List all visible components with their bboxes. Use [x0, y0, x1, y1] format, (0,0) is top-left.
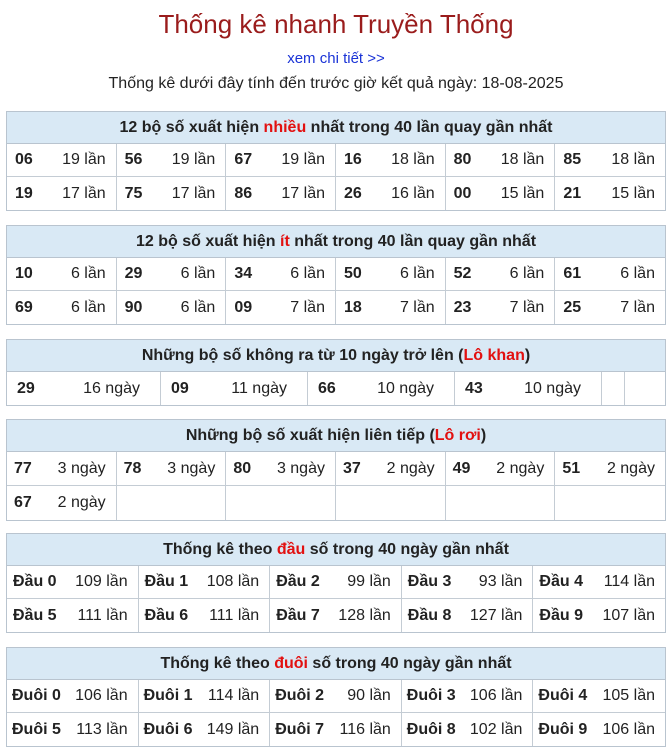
- number-cell-value: 17 lần: [62, 184, 106, 202]
- dau-cell-key: Đầu 5: [13, 606, 57, 624]
- lo-khan-cell-key: 09: [171, 379, 189, 397]
- lo-roi-cell: [7, 452, 117, 486]
- number-cell: [555, 258, 665, 291]
- number-cell: [226, 177, 336, 210]
- dau-cell-key: Đầu 7: [276, 606, 320, 624]
- number-cell: [446, 177, 556, 210]
- number-cell: [7, 291, 117, 324]
- least-frequent-grid: [7, 258, 665, 324]
- duoi-cell: [139, 713, 271, 746]
- number-cell: [336, 258, 446, 291]
- dau-cell-key: Đầu 3: [407, 573, 452, 590]
- number-cell-key: 18: [343, 298, 362, 316]
- number-cell-key: 16: [343, 151, 362, 168]
- lo-khan-cell-key: 43: [465, 379, 483, 397]
- number-cell-value: 19 lần: [62, 151, 106, 168]
- duoi-cell-value: 90 lần: [347, 687, 391, 704]
- dau-cell-key: Đầu 2: [276, 573, 320, 590]
- number-cell-value: 16 lần: [391, 184, 435, 202]
- number-cell-value: 6 lần: [70, 298, 106, 316]
- lo-roi-grid: [7, 452, 665, 520]
- empty-cell: [555, 486, 665, 520]
- dau-cell-value: 114 lần: [603, 573, 655, 590]
- dau-cell: [270, 599, 402, 632]
- number-cell-key: 90: [124, 298, 143, 316]
- lo-roi-cell-value: 2 ngày: [386, 459, 435, 477]
- number-cell: [555, 144, 665, 177]
- dau-cell-value: 127 lần: [469, 606, 523, 624]
- lo-roi-cell-key: 51: [562, 459, 581, 477]
- dau-cell-value: 111 lần: [209, 606, 260, 624]
- number-cell-key: 26: [343, 184, 362, 202]
- duoi-cell-key: Đuôi 3: [406, 687, 456, 704]
- duoi-cell-key: Đuôi 4: [538, 687, 588, 704]
- lo-roi-cell-value: 2 ngày: [606, 459, 655, 477]
- number-cell: [226, 258, 336, 291]
- number-cell: [117, 144, 227, 177]
- number-cell-value: 7 lần: [290, 298, 325, 316]
- duoi-cell-value: 149 lần: [206, 720, 260, 738]
- number-cell: [226, 144, 336, 177]
- duoi-cell-value: 106 lần: [602, 720, 655, 738]
- duoi-cell-value: 114 lần: [207, 687, 260, 704]
- number-cell-value: 6 lần: [509, 265, 545, 282]
- most-frequent-card: [6, 111, 666, 211]
- lo-roi-cell-key: 80: [233, 459, 252, 477]
- empty-cell: [446, 486, 556, 520]
- duoi-cell: [270, 680, 402, 713]
- duoi-grid: [7, 680, 665, 746]
- dau-cell-key: Đầu 1: [144, 573, 189, 590]
- number-cell-key: 69: [15, 298, 33, 316]
- lo-khan-cell: [455, 372, 602, 405]
- number-cell-key: 34: [234, 265, 253, 282]
- lo-roi-cell-value: 2 ngày: [496, 459, 545, 477]
- number-cell: [226, 291, 336, 324]
- number-cell-key: 75: [124, 184, 143, 202]
- number-cell-value: 19 lần: [171, 151, 216, 168]
- lo-roi-cell-key: 49: [452, 459, 471, 477]
- number-cell: [117, 258, 227, 291]
- number-cell-key: 86: [234, 184, 253, 202]
- dau-cell: [270, 566, 402, 599]
- duoi-cell-value: 106 lần: [469, 687, 523, 704]
- duoi-cell-value: 116 lần: [339, 720, 391, 738]
- lo-roi-cell-value: 3 ngày: [57, 459, 106, 477]
- duoi-title: Thống kê theo đuôi số trong 40 ngày gần nhất: [7, 648, 665, 680]
- number-cell-value: 18 lần: [500, 151, 545, 168]
- page-title: Thống kê nhanh Truyền Thống: [158, 9, 514, 39]
- lo-roi-cell-value: 3 ngày: [276, 459, 325, 477]
- duoi-cell-key: Đuôi 2: [275, 687, 325, 704]
- number-cell-value: 6 lần: [399, 265, 435, 282]
- dau-cell-value: 99 lần: [347, 573, 391, 590]
- lo-roi-cell: [555, 452, 665, 486]
- duoi-cell-key: Đuôi 9: [538, 720, 588, 738]
- least-frequent-title: 12 bộ số xuất hiện ít nhất trong 40 lần quay gần nhất: [7, 226, 665, 258]
- number-cell: [117, 177, 227, 210]
- dau-cell-key: Đầu 9: [539, 606, 583, 624]
- number-cell-key: 85: [563, 151, 582, 168]
- lo-khan-card: [6, 339, 666, 406]
- page-subtitle: Thống kê dưới đây tính đến trước giờ kết quả ngày: 18-08-2025: [108, 75, 564, 92]
- number-cell-value: 7 lần: [509, 298, 545, 316]
- number-cell-key: 00: [453, 184, 472, 202]
- number-cell-value: 6 lần: [620, 265, 655, 282]
- number-cell: [555, 177, 665, 210]
- duoi-cell-key: Đuôi 1: [143, 687, 193, 704]
- dau-cell: [533, 566, 665, 599]
- empty-cell: [625, 372, 665, 405]
- lo-khan-cell: [161, 372, 308, 405]
- dau-cell: [533, 599, 665, 632]
- number-cell-value: 18 lần: [611, 151, 655, 168]
- dau-cell-key: Đầu 4: [539, 573, 583, 590]
- number-cell: [7, 144, 117, 177]
- number-cell-value: 7 lần: [620, 298, 655, 316]
- number-cell-key: 06: [15, 151, 33, 168]
- lo-khan-grid: [7, 372, 665, 405]
- empty-cell: [602, 372, 625, 405]
- number-cell-key: 09: [234, 298, 253, 316]
- lo-roi-cell: [117, 452, 227, 486]
- most-frequent-title: 12 bộ số xuất hiện nhiều nhất trong 40 lần quay gần nhất: [7, 112, 665, 144]
- number-cell: [446, 258, 556, 291]
- duoi-cell-value: 102 lần: [469, 720, 523, 738]
- lo-khan-cell-value: 11 ngày: [231, 379, 287, 397]
- lo-roi-title: Những bộ số xuất hiện liên tiếp (Lô rơi): [7, 420, 665, 452]
- number-cell: [336, 291, 446, 324]
- number-cell-value: 15 lần: [611, 184, 655, 202]
- number-cell-value: 18 lần: [391, 151, 435, 168]
- duoi-cell-key: Đuôi 5: [12, 720, 61, 738]
- dau-card: [6, 533, 666, 633]
- lo-khan-cell-value: 10 ngày: [524, 379, 581, 397]
- dau-cell: [139, 599, 271, 632]
- number-cell: [446, 291, 556, 324]
- detail-link[interactable]: xem chi tiết >>: [287, 50, 385, 67]
- lo-khan-cell: [7, 372, 161, 405]
- number-cell-value: 6 lần: [180, 298, 216, 316]
- duoi-cell-key: Đuôi 0: [12, 687, 61, 704]
- lo-roi-cell-value: 2 ngày: [57, 494, 106, 511]
- number-cell-key: 19: [15, 184, 33, 202]
- number-cell-key: 50: [343, 265, 362, 282]
- number-cell: [7, 177, 117, 210]
- lo-khan-title: Những bộ số không ra từ 10 ngày trở lên (Lô khan): [7, 340, 665, 372]
- lo-khan-cell-key: 66: [318, 379, 336, 397]
- dau-cell-key: Đầu 8: [407, 606, 452, 624]
- number-cell: [336, 177, 446, 210]
- number-cell-key: 52: [453, 265, 472, 282]
- dau-cell-value: 109 lần: [75, 573, 128, 590]
- duoi-cell-value: 113 lần: [76, 720, 128, 738]
- dau-title: Thống kê theo đầu số trong 40 ngày gần nhất: [7, 534, 665, 566]
- empty-cell: [117, 486, 227, 520]
- dau-cell: [402, 566, 534, 599]
- duoi-card: [6, 647, 666, 747]
- duoi-cell-key: Đuôi 8: [406, 720, 456, 738]
- number-cell-key: 25: [563, 298, 582, 316]
- lo-roi-cell: [446, 452, 556, 486]
- lo-khan-cell-value: 16 ngày: [83, 379, 140, 397]
- dau-cell: [402, 599, 534, 632]
- number-cell-key: 56: [124, 151, 143, 168]
- number-cell: [336, 144, 446, 177]
- lo-khan-cell: [308, 372, 455, 405]
- dau-cell-key: Đầu 6: [144, 606, 189, 624]
- duoi-cell: [533, 713, 665, 746]
- number-cell: [117, 291, 227, 324]
- number-cell-value: 7 lần: [399, 298, 435, 316]
- duoi-cell-key: Đuôi 6: [143, 720, 193, 738]
- empty-cell: [336, 486, 446, 520]
- duoi-cell: [7, 680, 139, 713]
- lo-roi-cell-value: 3 ngày: [167, 459, 216, 477]
- number-cell-value: 6 lần: [70, 265, 106, 282]
- dau-cell: [139, 566, 271, 599]
- duoi-cell-key: Đuôi 7: [275, 720, 325, 738]
- duoi-cell: [270, 713, 402, 746]
- dau-cell: [7, 599, 139, 632]
- number-cell-key: 67: [234, 151, 253, 168]
- lo-khan-cell-key: 29: [17, 379, 35, 397]
- duoi-cell-value: 105 lần: [602, 687, 655, 704]
- lo-roi-cell-key: 67: [14, 494, 32, 511]
- empty-cell: [226, 486, 336, 520]
- duoi-cell-value: 106 lần: [75, 687, 128, 704]
- duoi-cell: [402, 713, 534, 746]
- lo-roi-cell-key: 37: [342, 459, 361, 477]
- number-cell-key: 29: [124, 265, 143, 282]
- dau-cell-value: 93 lần: [478, 573, 523, 590]
- lo-roi-cell-key: 77: [14, 459, 32, 477]
- duoi-cell: [402, 680, 534, 713]
- number-cell: [555, 291, 665, 324]
- number-cell-value: 6 lần: [180, 265, 216, 282]
- most-frequent-grid: [7, 144, 665, 210]
- lo-roi-cell: [336, 452, 446, 486]
- lo-roi-cell: [7, 486, 117, 520]
- lo-roi-cell: [226, 452, 336, 486]
- number-cell-key: 80: [453, 151, 472, 168]
- dau-cell-value: 128 lần: [338, 606, 391, 624]
- lo-khan-cell-value: 10 ngày: [377, 379, 434, 397]
- number-cell-value: 15 lần: [500, 184, 545, 202]
- duoi-cell: [139, 680, 271, 713]
- dau-cell-value: 107 lần: [602, 606, 655, 624]
- lo-roi-cell-key: 78: [123, 459, 142, 477]
- dau-cell-value: 108 lần: [206, 573, 260, 590]
- number-cell-value: 6 lần: [290, 265, 325, 282]
- duoi-cell: [533, 680, 665, 713]
- number-cell-key: 61: [563, 265, 582, 282]
- dau-cell-value: 111 lần: [77, 606, 128, 624]
- duoi-cell: [7, 713, 139, 746]
- number-cell-value: 17 lần: [281, 184, 325, 202]
- dau-cell: [7, 566, 139, 599]
- number-cell: [7, 258, 117, 291]
- number-cell-value: 17 lần: [171, 184, 216, 202]
- dau-grid: [7, 566, 665, 632]
- number-cell-key: 23: [453, 298, 472, 316]
- number-cell-key: 21: [563, 184, 582, 202]
- lo-roi-card: [6, 419, 666, 521]
- least-frequent-card: [6, 225, 666, 325]
- number-cell: [446, 144, 556, 177]
- number-cell-value: 19 lần: [281, 151, 325, 168]
- dau-cell-key: Đầu 0: [13, 573, 57, 590]
- number-cell-key: 10: [15, 265, 33, 282]
